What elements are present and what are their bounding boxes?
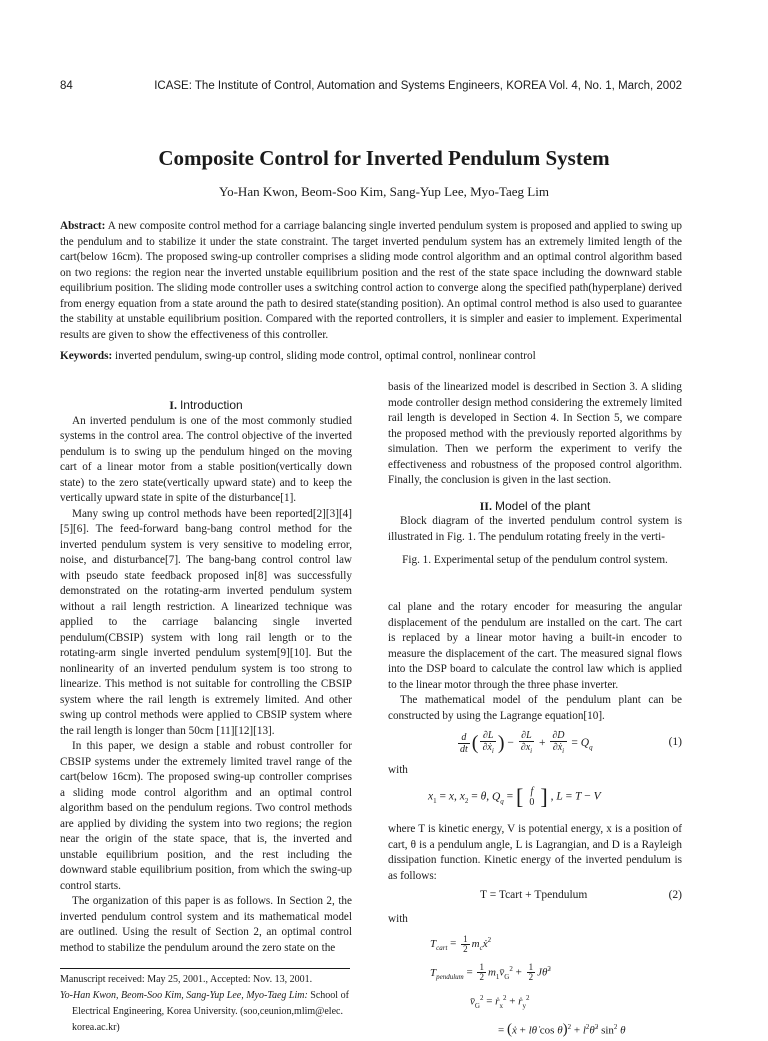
equation-1 [388,728,682,764]
left-column [60,398,352,956]
section-heading-introduction [60,398,352,414]
equation-line-pendulum: $T_{pendulum}$ = $\frac{1}{2}$ $m_1v̄_G^2$ + $\frac{1}{2}$ Jθ̇$^2$ [430,962,551,983]
footnote-school: Electrical Engineering, Korea University. (soo,ceunion,mlim@elec. [72,1006,343,1017]
equation-line-expansion: = (ẋ + lθ̇ $\cos \theta)^2 + l^2\thetȧ^2$ $\sin^2 \theta$ [498,1021,626,1038]
journal-info [154,80,682,92]
keywords-text: inverted pendulum, swing-up control, sliding mode control, optimal control, nonlinear control [115,350,536,362]
section-name: Introduction [179,398,243,412]
keywords-label: Keywords: [60,350,113,362]
paper-title: Composite Control for Inverted Pendulum System [158,146,610,170]
footnote [60,972,352,1036]
equation-number: (2) [668,889,682,901]
abstract-text: A new composite control method for a carriage balancing single inverted pendulum system is proposed and applied to swing up the pendulum and to stabilize it under the state constraint. The target inverted pendulum system has an extremely limited length of the cart(below 16cm). The proposed swing-up controller comprises a sliding mode control algorithm and an optimal control algorithm based on two regions: the region near the inverted unstable equilibrium position and the rest of the state space including the downward stable equilibrium position. The sliding mode controller uses a switching control action to converge along the specified path(hyperplane) derived from energy equation from a state around the path to desired state(standing position). An optimal control method is also used to guarantee the stability at unstable equilibrium position. Compared with the reported controllers, it is simpler and easier to implement. Experimental results are given to show the effectiveness of this controller. [60,220,683,341]
section-heading-model [388,499,682,515]
equation-line-velocity: $v̄_G^2$ = ṙ$_x^2$ + ṙ$_y^2$ [470,993,530,1010]
right-column-upper [388,380,682,569]
journal-volume: Vol. 4, No. 1, March, 2002 [549,80,682,92]
figure-caption: Fig. 1. Experimental setup of the pendulum control system. [402,554,668,566]
footnote-authors: Yo-Han Kwon, Beom-Soo Kim, Sang-Yup Lee, Myo-Taeg Lim: [60,990,308,1001]
section-number: I. [169,398,177,412]
section-name: Model of the plant [494,498,591,513]
equation-1-body: $\frac{d}{dt}$ ( $\frac{\partial L}{\partial ẋ_i}$ ) − $\frac{\partial L}{\partial x_i}$ + $\frac{\partial D}{\partial ẋ_i}$ = $Q_q$ [460,730,593,755]
footnote-affiliation-text: School of [310,990,349,1001]
equation-kinetic-terms [430,930,682,1041]
equation-definitions: $x_1 = x$, $x_2 = \theta$, $Q_q$ = [ f 0 ] , L = T − V [428,784,601,809]
section-number: II. [479,498,492,513]
footnote-email: korea.ac.kr) [72,1022,120,1033]
intro-paragraph-4: The organization of this paper is as follows. In Section 2, the inverted pendulum control system and its mathematical model are outlined. Using the result of Section 2, an optimal control method to stabilize the pendulum around the zero state on the [60,895,352,954]
equation-line-cart: $T_{cart}$ = $\frac{1}{2}$ $m_cẋ^2$ [430,933,492,954]
with-label-2: with [388,913,408,925]
intro-paragraph-1: An inverted pendulum is one of the most commonly studied systems in the control area. The control objective of the inverted pendulum is to swing up the pendulum hinged on the moving cart of a linear motor from a stable position(vertically down state) to the zero state(vertically upward state) and to keep the vertically upward state in spite of the disturbance[1]. [60,414,352,504]
model-paragraph-2: cal plane and the rotary encoder for measuring the angular displacement of the pendulum are installed on the cart. The cart is replaced by a linear motor having a built-in encoder to measure the displacement of the cart. The measured signal flows into the DSP board to calculate the control law which is applied to the linear motor through the three phase inverter. [388,601,682,691]
page-number: 84 [60,80,73,92]
model-paragraph-4: where T is kinetic energy, V is potential energy, x is a position of cart, θ is a pendulum angle, L is Lagrangian, and D is a Rayleigh dissipation function. Kinetic energy of the inverted pendulum is as follows: [388,823,682,882]
equation-2-body: T = Tcart + Tpendulum [480,889,588,901]
with-label-1: with [388,764,408,776]
abstract [60,219,682,343]
footnote-affiliation [60,988,352,1004]
model-paragraph-1: Block diagram of the inverted pendulum control system is illustrated in Fig. 1. The pendulum rotating freely in the verti- [388,515,682,543]
footnote-rule [60,968,350,969]
abstract-label: Abstract: [60,220,106,232]
intro-continuation: basis of the linearized model is described in Section 3. A sliding mode controller design method considering the extremely limited rail length is developed in Section 4. In Section 5, we compare the proposed method with the previously reported algorithms by simulation. Then we perform the experiment to verify the effectiveness and robustness of the proposed control algorithm. Finally, the conclusion is given in the last section. [388,381,682,486]
footnote-received: Manuscript received: May 25, 2001., Accepted: Nov. 13, 2001. [60,974,313,985]
intro-paragraph-3: In this paper, we design a stable and robust controller for CBSIP systems under the extremely limited travel range of the cart(below 16cm). The proposed swing-up controller comprises a sliding mode control algorithm and an optimal control algorithm based on the pendulum regions. Two control methods are applied by dividing the system into two regions; the region near the origin of the state space, that is, the inverted and unstable equilibrium position, and the rest including the downward stable equilibrium position, from which the swing-up control starts. [60,740,352,892]
keywords [60,349,682,364]
intro-paragraph-2: Many swing up control methods have been reported[2][3][4][5][6]. The feed-forward bang-bang control method for the inverted pendulum system is very sensitive to modeling error, noise, and disturbance[7]. The bang-bang control control law with pseudo state feedback proposed in[8] was successfully demonstrated on the rotating-arm inverted pendulum system without a rail length restriction. A linearized technique was applied to the carriage balancing single inverted pendulum(CBSIP) system with long rail length or to the rotating-arm single inverted pendulum system[9][10]. But the nonlinearity of an inverted pendulum system is too strong to linearize. This method is not suitable for controlling the CBSIP system where the rail length is extremely limited. And other swing up control methods were applied to CBSIP system where the rail length is longer than 50cm [11][12][13]. [60,507,352,737]
right-column-lower [388,600,682,724]
equation-number: (1) [668,736,682,748]
journal-name: ICASE: The Institute of Control, Automation and Systems Engineers, KOREA [154,80,546,92]
author-list: Yo-Han Kwon, Beom-Soo Kim, Sang-Yup Lee, Myo-Taeg Lim [219,184,549,199]
model-paragraph-3: The mathematical model of the pendulum plant can be constructed by using the Lagrange equation[10]. [388,694,682,722]
